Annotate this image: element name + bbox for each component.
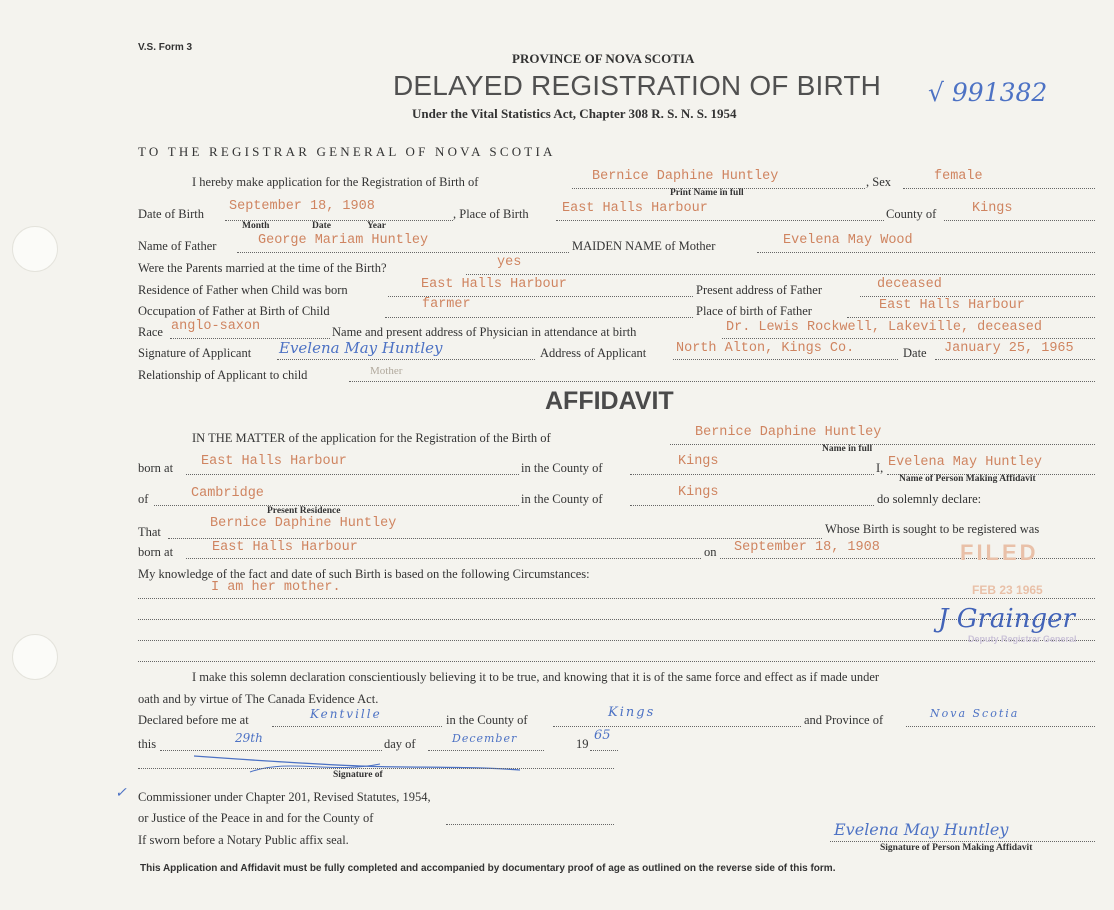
residence-value[interactable]: Cambridge (191, 486, 264, 501)
field-line (757, 252, 1095, 253)
solemn-line-2: oath and by virtue of The Canada Evidence Act. (138, 692, 379, 706)
field-line (847, 317, 1095, 318)
father-birthplace-value[interactable]: East Halls Harbour (879, 298, 1025, 313)
this-label: this (138, 737, 157, 751)
married-label: Were the Parents married at the time of the Birth? (138, 261, 387, 275)
field-line (944, 220, 1095, 221)
whose-birth-label: Whose Birth is sought to be registered was (825, 522, 1040, 536)
that-name-value[interactable]: Bernice Daphine Huntley (210, 516, 397, 531)
field-line (385, 317, 693, 318)
place-label: , Place of Birth (453, 207, 529, 221)
on-date-value[interactable]: September 18, 1908 (734, 540, 880, 555)
print-name-note: Print Name in full (670, 188, 744, 198)
filed-stamp: FILED (960, 540, 1039, 565)
circumstance-value[interactable]: I am her mother. (211, 580, 341, 595)
physician-value[interactable]: Dr. Lewis Rockwell, Lakeville, deceased (726, 320, 1042, 335)
year-value[interactable]: 65 (594, 728, 611, 743)
race-label: Race (138, 325, 163, 339)
file-number: √ 991382 (928, 78, 1048, 107)
born-at2-value[interactable]: East Halls Harbour (212, 540, 358, 555)
form-number: V.S. Form 3 (138, 42, 193, 53)
day-value[interactable]: 29th (235, 731, 263, 745)
that-label: That (138, 525, 161, 539)
affiant-value[interactable]: Evelena May Huntley (888, 455, 1042, 470)
field-line (935, 359, 1095, 360)
date-note: Date (312, 221, 331, 231)
stamp-date: FEB 23 1965 (972, 583, 1043, 597)
solemn-line-1: I make this solemn declaration conscientiously believing it to be true, and knowing that it is of the same force and effect as if made under (192, 670, 880, 684)
field-line (138, 661, 1095, 662)
commissioner-label: Commissioner under Chapter 201, Revised Statutes, 1954, (138, 790, 431, 804)
born-at-label: born at (138, 461, 174, 475)
in-county-label: in the County of (521, 492, 603, 506)
child-name-value[interactable]: Bernice Daphine Huntley (592, 169, 779, 184)
field-line (553, 726, 801, 727)
field-line (168, 538, 822, 539)
form-title: DELAYED REGISTRATION OF BIRTH (393, 70, 882, 101)
footer-note: This Application and Affidavit must be fully completed and accompanied by documentary proof of age as outlined on the reverse side of this form. (140, 863, 836, 874)
residence-note: Present Residence (267, 506, 341, 516)
field-line (630, 505, 874, 506)
intro-label: I hereby make application for the Registration of Birth of (192, 175, 479, 189)
i-label: I, (876, 461, 884, 475)
born-at-label: born at (138, 545, 174, 559)
county1-value[interactable]: Kings (678, 454, 719, 469)
stamp-line: Deputy Registrar General (968, 634, 1077, 644)
date-value[interactable]: January 25, 1965 (944, 341, 1074, 356)
residence-father-label: Residence of Father when Child was born (138, 283, 348, 297)
field-line (446, 824, 614, 825)
residence-father-value[interactable]: East Halls Harbour (421, 277, 567, 292)
check-mark: ✓ (115, 785, 127, 801)
signature-of-note: Signature of (333, 770, 383, 780)
dob-value[interactable]: September 18, 1908 (229, 199, 375, 214)
field-line (670, 444, 1095, 445)
affidavit-heading: AFFIDAVIT (545, 387, 674, 415)
occupation-label: Occupation of Father at Birth of Child (138, 304, 330, 318)
month-note: Month (242, 221, 270, 231)
place-value[interactable]: East Halls Harbour (562, 201, 708, 216)
month-value[interactable]: December (452, 732, 518, 745)
field-line (272, 726, 442, 727)
year-note: Year (367, 221, 386, 231)
province-label: and Province of (804, 713, 884, 727)
affiant-note: Name of Person Making Affidavit (899, 474, 1036, 484)
name-note: Name in full (822, 444, 873, 454)
sex-value[interactable]: female (934, 169, 983, 184)
binder-hole (12, 226, 58, 272)
date-label: Date (903, 346, 927, 360)
mother-value[interactable]: Evelena May Wood (783, 233, 913, 248)
relationship-value[interactable]: Mother (370, 365, 403, 377)
dob-label: Date of Birth (138, 207, 204, 221)
born-at-value[interactable]: East Halls Harbour (201, 454, 347, 469)
declared-label: Declared before me at (138, 713, 249, 727)
declare-label: do solemnly declare: (877, 492, 982, 506)
field-line (556, 220, 884, 221)
field-line (903, 188, 1095, 189)
province-value[interactable]: Nova Scotia (930, 707, 1020, 720)
field-line (138, 598, 1095, 599)
relationship-label: Relationship of Applicant to child (138, 368, 308, 382)
county3-label: in the County of (446, 713, 528, 727)
knowledge-label: My knowledge of the fact and date of such Birth is based on the following Circumstances: (138, 567, 590, 581)
field-line (186, 558, 701, 559)
justice-label: or Justice of the Peace in and for the County of (138, 811, 374, 825)
registrar-signature: J Grainger (938, 604, 1075, 634)
on-label: on (704, 545, 717, 559)
in-county-label: in the County of (521, 461, 603, 475)
present-address-father-value[interactable]: deceased (877, 277, 942, 292)
declared-at-value[interactable]: Kentville (310, 707, 382, 721)
county-value[interactable]: Kings (972, 201, 1013, 216)
field-line (349, 381, 1095, 382)
field-line (466, 274, 1095, 275)
field-line (630, 474, 874, 475)
field-line (277, 359, 535, 360)
present-address-father-label: Present address of Father (696, 283, 823, 297)
field-line (237, 252, 569, 253)
field-line (138, 768, 614, 769)
mother-label: MAIDEN NAME of Mother (572, 239, 716, 253)
addressee: TO THE REGISTRAR GENERAL OF NOVA SCOTIA (138, 144, 556, 159)
field-line (590, 750, 618, 751)
field-line (722, 338, 1095, 339)
affiant-signature: Evelena May Huntley (834, 820, 1009, 839)
race-value[interactable]: anglo-saxon (171, 319, 261, 334)
field-line (720, 558, 1095, 559)
affidavit-child-value[interactable]: Bernice Daphine Huntley (695, 425, 882, 440)
year-prefix: 19 (576, 737, 589, 751)
field-line (186, 474, 519, 475)
father-label: Name of Father (138, 239, 217, 253)
signature-label: Signature of Applicant (138, 346, 252, 360)
address-value[interactable]: North Alton, Kings Co. (676, 341, 855, 356)
day-label: day of (384, 737, 416, 751)
affiant-signature-label: Signature of Person Making Affidavit (880, 843, 1033, 853)
matter-label: IN THE MATTER of the application for the Registration of the Birth of (192, 431, 551, 445)
field-line (673, 359, 898, 360)
father-birthplace-label: Place of birth of Father (696, 304, 812, 318)
province-heading: PROVINCE OF NOVA SCOTIA (512, 51, 695, 66)
form-subtitle: Under the Vital Statistics Act, Chapter 308 R. S. N. S. 1954 (412, 106, 737, 121)
applicant-signature: Evelena May Huntley (279, 339, 443, 357)
physician-label: Name and present address of Physician in attendance at birth (332, 325, 637, 339)
field-line (830, 841, 1095, 842)
field-line (138, 640, 1095, 641)
address-label: Address of Applicant (540, 346, 647, 360)
county-label: County of (886, 207, 937, 221)
married-value[interactable]: yes (497, 255, 522, 270)
binder-hole (12, 634, 58, 680)
of-label: of (138, 492, 149, 506)
occupation-value[interactable]: farmer (422, 297, 471, 312)
notary-label: If sworn before a Notary Public affix seal. (138, 833, 349, 847)
county2-value[interactable]: Kings (678, 485, 719, 500)
field-line (860, 296, 1095, 297)
father-value[interactable]: George Mariam Huntley (258, 233, 429, 248)
sex-label: , Sex (866, 175, 891, 189)
field-line (906, 726, 1095, 727)
county3-value[interactable]: Kings (608, 705, 656, 720)
